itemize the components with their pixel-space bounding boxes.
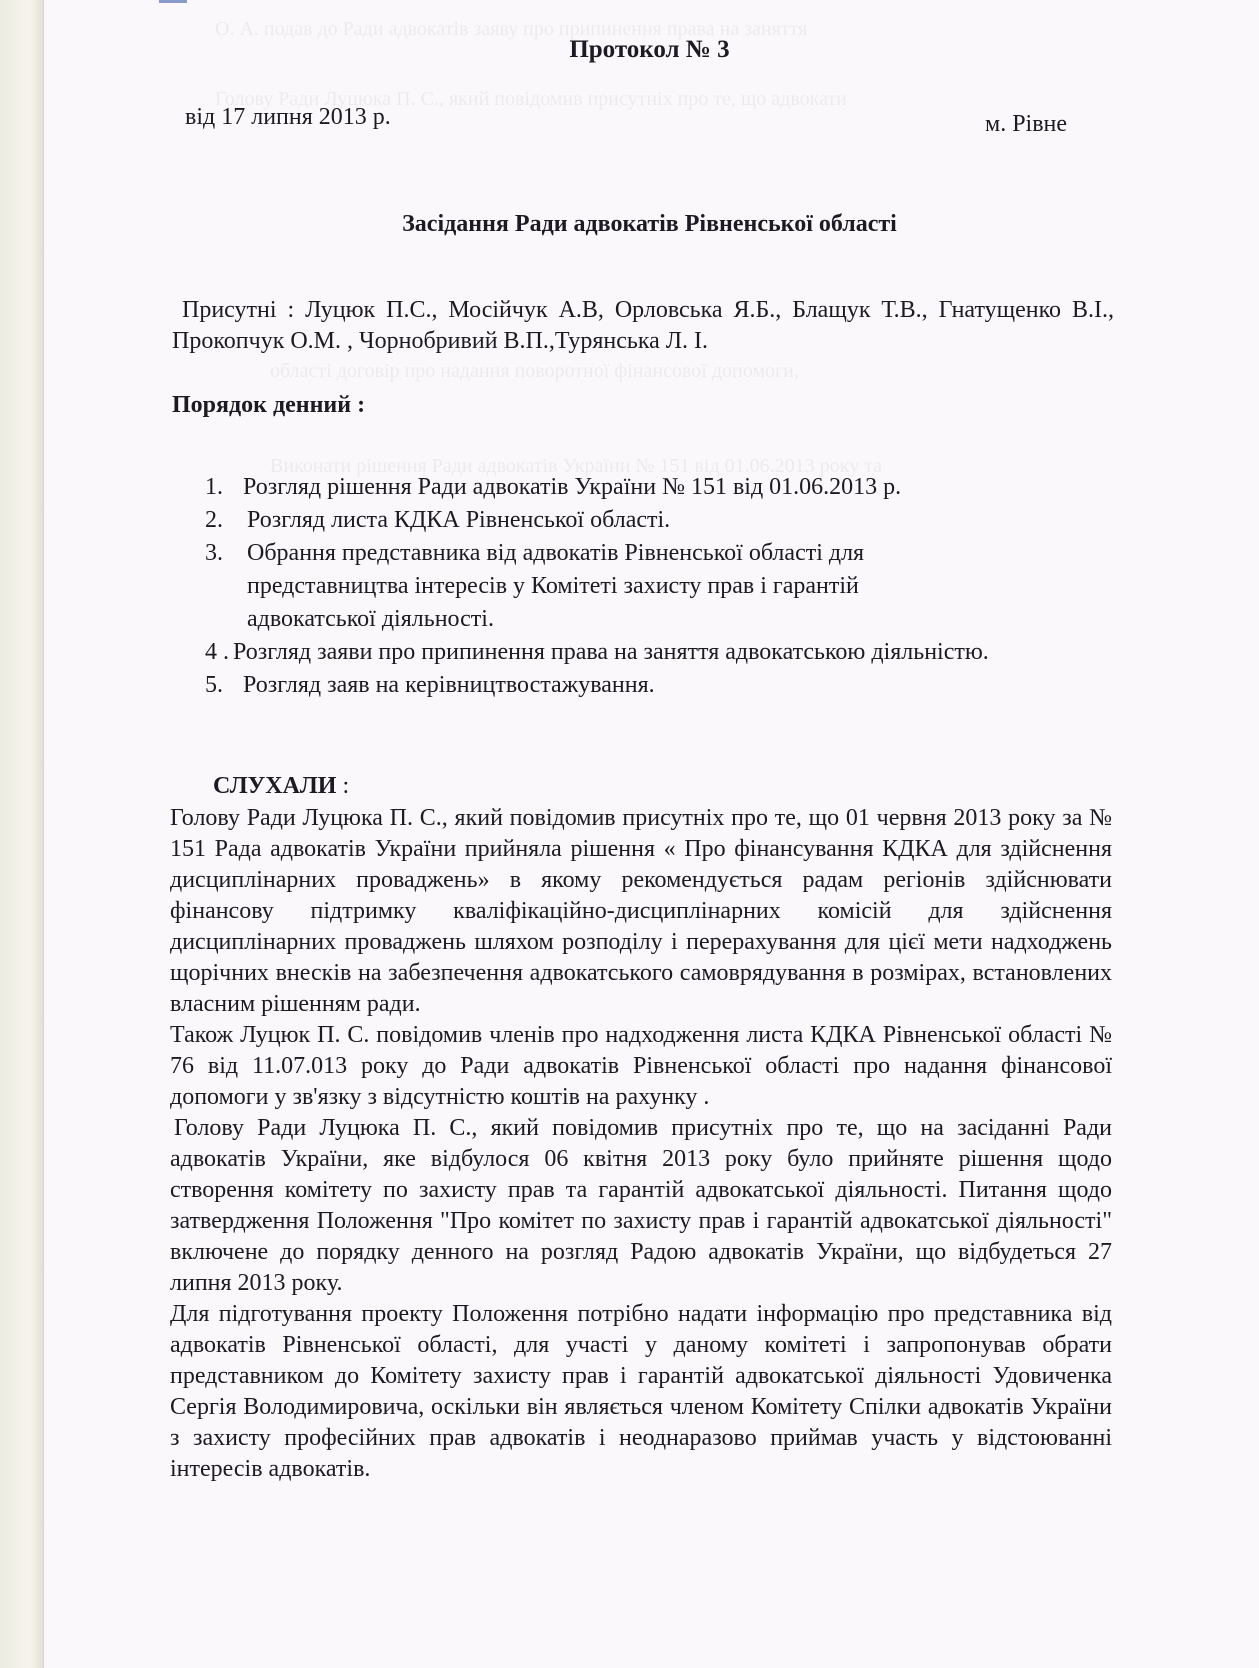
agenda-item-text: Розгляд листа КДКА Рівненської області.: [247, 507, 671, 533]
agenda-item-number: 4 .: [205, 639, 229, 665]
heard-heading-label: СЛУХАЛИ: [213, 773, 337, 799]
agenda-item-text: Розгляд заяв на керівництвостажування.: [243, 672, 655, 698]
heard-paragraph: Також Луцюк П. С. повідомив членів про надходження листа КДКА Рівненської області № 76 від 11.07.013 року до Ради адвокатів Рівненської області про надання фінансової допомоги у зв'язку з відсутністю коштів на рахунку .: [170, 1022, 1112, 1110]
agenda-list: [205, 471, 1125, 702]
present-list: [172, 295, 1114, 357]
present-separator: :: [276, 297, 306, 323]
agenda-item-text: Обрання представника від адвокатів Рівненської області для представництва інтересів у Комітеті захисту прав і гарантій адвокатської діяльності.: [247, 540, 865, 632]
agenda-item: [205, 471, 1125, 504]
agenda-item-text: Розгляд рішення Ради адвокатів України № 151 від 01.06.2013 р.: [243, 474, 902, 500]
agenda-item-number: 3.: [205, 540, 223, 566]
heard-heading: [213, 773, 349, 800]
agenda-item-number: 2.: [205, 507, 223, 533]
heard-body: [170, 803, 1112, 1485]
agenda-item: [205, 669, 1125, 702]
document-title: Протокол № 3: [569, 36, 730, 63]
meeting-title: Засідання Ради адвокатів Рівненської області: [402, 211, 897, 237]
agenda-heading: Порядок денний :: [172, 392, 366, 418]
heard-paragraph: Голову Ради Луцюка П. С., який повідомив присутніх про те, що на засіданні Ради адвокатів України, яке відбулося 06 квітня 2013 року було прийняте рішення щодо створення комітету по захисту прав та гарантій адвокатської діяльності. Питання щодо затвердження Положення "Про комітет по захисту прав і гарантій адвокатської діяльності" включене до порядку денного на розгляд Радою адвокатів України, що відбудеться 27 липня 2013 року.: [170, 1115, 1112, 1296]
agenda-item-text: Розгляд заяви про припинення права на заняття адвокатською діяльністю.: [233, 639, 989, 665]
scan-artifact: [159, 0, 187, 3]
heard-paragraph: Для підготування проекту Положення потрібно надати інформацію про представника від адвокатів Рівненської області, для участі у даному комітеті і запропонував обрати представником до Комітету захисту прав і гарантій адвокатської діяльності Удовиченка Сергія Володимировича, оскільки він являється членом Комітету Спілки адвокатів України з захисту професійних прав адвокатів і неоднаразово приймав участь у відстоюванні інтересів адвокатів.: [170, 1301, 1112, 1482]
bleed-through-text: Голову Ради Луцюка П. С., який повідомив присутніх про те, що адвокати: [215, 88, 847, 110]
heard-paragraph: Голову Ради Луцюка П. С., який повідомив присутніх про те, що 01 червня 2013 року за № 151 Рада адвокатів України прийняла рішення « Про фінансування КДКА для здійснення дисциплінарних проваджень» в якому рекомендується радам регіонів здійснювати фінансову підтримку кваліфікаційно-дисциплінарних комісій для здійснення дисциплінарних проваджень шляхом розподілу і перерахування для цієї мети надходжень щорічних внесків на забезпечення адвокатського самоврядування в розмірах, встановлених власним рішенням ради.: [170, 805, 1112, 1017]
present-label: Присутні: [182, 297, 277, 323]
agenda-item: [205, 537, 1125, 636]
bleed-through-text: О. А. подав до Ради адвокатів заяву про припинення права на заняття: [215, 18, 808, 40]
agenda-item: [205, 504, 1125, 537]
agenda-item-number: 1.: [205, 474, 223, 500]
heard-heading-suffix: :: [336, 773, 350, 799]
agenda-item-number: 5.: [205, 672, 223, 698]
agenda-item: [205, 636, 1125, 669]
document-date: від 17 липня 2013 р.: [185, 104, 391, 130]
present-names: Луцюк П.С., Мосійчук А.В, Орловська Я.Б., Блащук Т.В., Гнатущенко В.І., Прокопчук О.М. , Чорнобривий В.П.,Турянська Л. І.: [172, 297, 1114, 354]
scan-page-edge: [0, 0, 44, 1668]
document-city: м. Рівне: [985, 111, 1068, 137]
bleed-through-text: області договір про надання поворотної фінансової допомоги,: [270, 360, 799, 382]
bleed-through-text: Виконати рішення Ради адвокатів України № 151 від 01.06.2013 року та: [270, 455, 882, 477]
